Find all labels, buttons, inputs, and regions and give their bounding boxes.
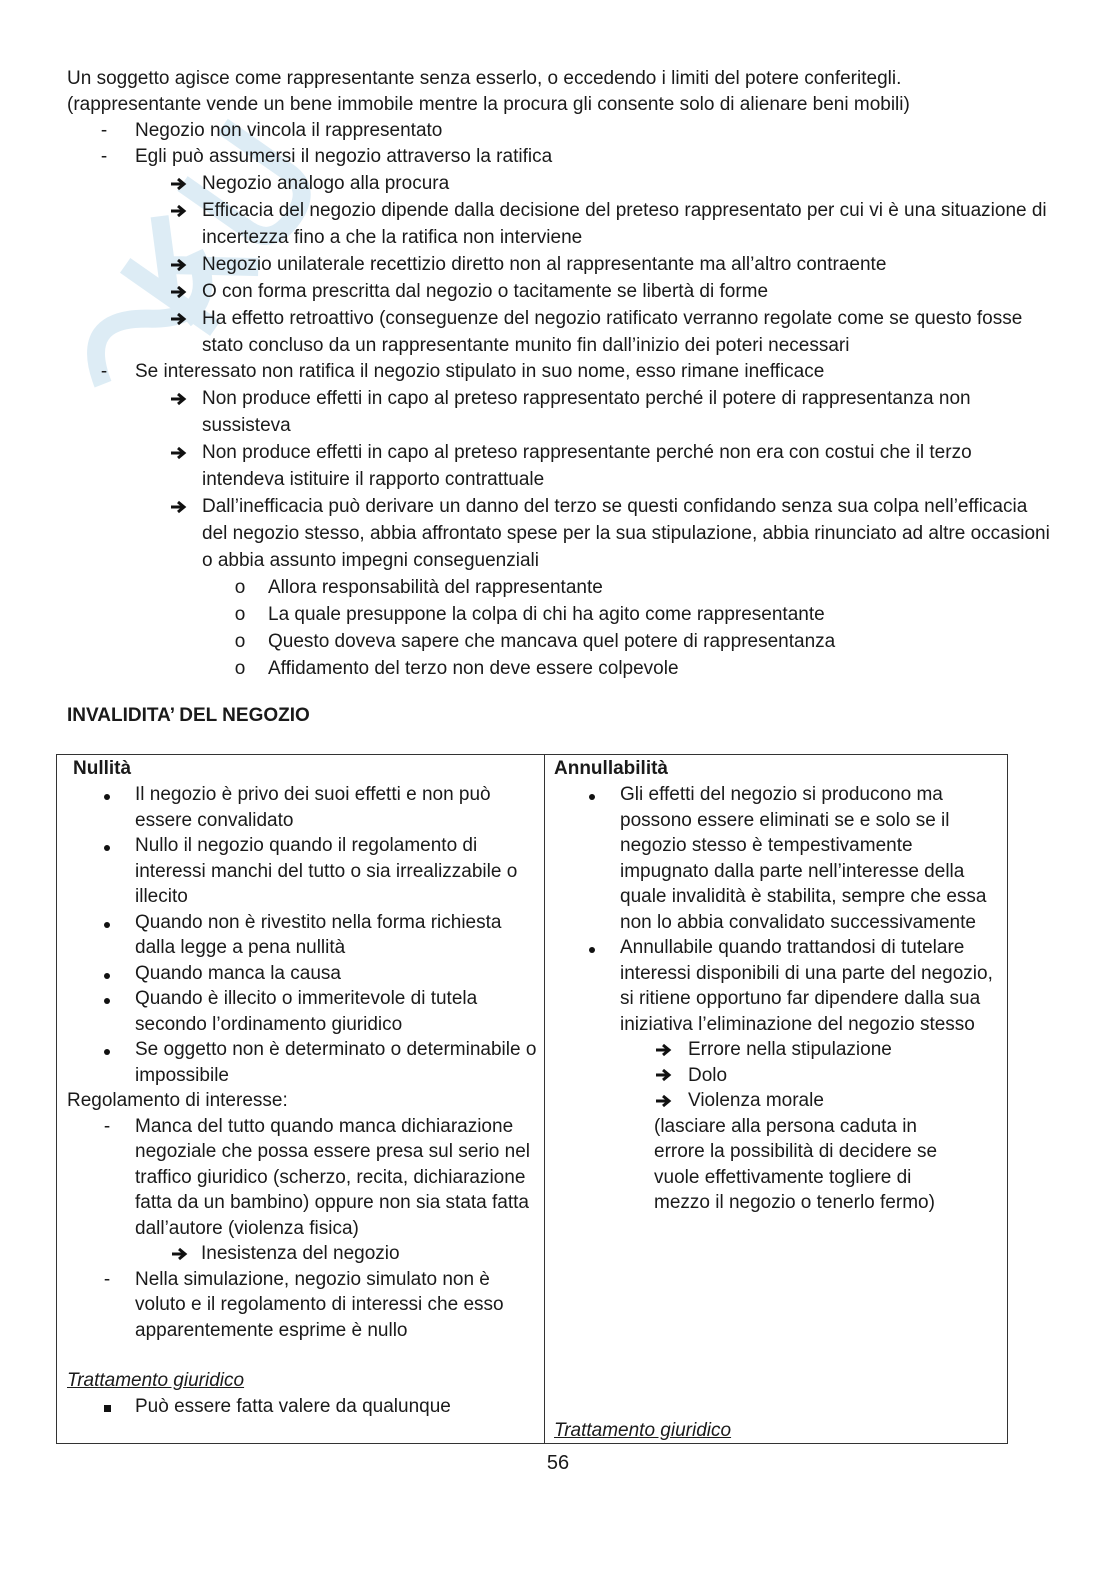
item-text: Quando manca la causa bbox=[135, 962, 341, 984]
circle-marker: o bbox=[234, 631, 246, 652]
item-text: Annullabile quando trattandosi di tutelare interessi disponibili di una parte del negozio, si ritiene opportuno far dipendere dalla sua iniziativa l’eliminazione del negozio stesso bbox=[620, 937, 993, 1035]
dash-marker: - bbox=[103, 1115, 111, 1137]
circle-marker: o bbox=[234, 658, 246, 679]
item-text: Non produce effetti in capo al preteso rappresentante perché non era con costui che il terzo intendeva istituire il rapporto contrattuale bbox=[202, 442, 972, 490]
arrow-icon bbox=[169, 170, 189, 197]
item-text: Affidamento del terzo non deve essere colpevole bbox=[268, 658, 679, 679]
treatment-heading: Trattamento giuridico bbox=[67, 1370, 245, 1391]
arrow-icon bbox=[169, 197, 189, 224]
item-text: Negozio unilaterale recettizio diretto non al rappresentante ma all’altro contraente bbox=[202, 254, 887, 275]
circle-item bbox=[67, 574, 1057, 601]
item-text: Può essere fatta valere da qualunque bbox=[135, 1396, 451, 1417]
item-text: La quale presuppone la colpa di chi ha agito come rappresentante bbox=[268, 604, 825, 625]
item-text: Violenza morale bbox=[688, 1090, 824, 1111]
circle-item bbox=[67, 655, 1057, 682]
square-bullet-icon bbox=[101, 1394, 113, 1420]
dash-marker: - bbox=[103, 1268, 111, 1290]
treatment-heading: Trattamento giuridico bbox=[554, 1420, 732, 1441]
bullet-item bbox=[554, 935, 999, 1037]
dash-item bbox=[67, 118, 1057, 144]
arrow-icon bbox=[170, 1241, 190, 1267]
bullet-icon bbox=[586, 782, 598, 808]
item-text: O con forma prescritta dal negozio o tacitamente se libertà di forme bbox=[202, 281, 769, 302]
intro-line: (rappresentante vende un bene immobile mentre la procura gli consente solo di alienare beni mobili) bbox=[67, 94, 910, 115]
bullet-item bbox=[67, 961, 537, 987]
arrow-item bbox=[554, 1088, 999, 1114]
dash-item bbox=[67, 1267, 537, 1344]
bullet-item bbox=[67, 986, 537, 1037]
annulability-column bbox=[554, 756, 999, 1441]
bullet-item bbox=[67, 1037, 537, 1088]
intro-section bbox=[67, 66, 1057, 682]
item-text: Dolo bbox=[688, 1064, 728, 1086]
arrow-icon bbox=[169, 385, 189, 412]
item-text: Quando è illecito o immeritevole di tutela secondo l’ordinamento giuridico bbox=[135, 988, 478, 1035]
item-text: Dall’inefficacia può derivare un danno del terzo se questi confidando senza sua colpa nell’efficacia del negozio stesso, abbia affrontato spese per la sua stipulazione, abbia rinunciato ad altre occasioni o abbia assunto impegni conseguenziali bbox=[202, 496, 1050, 571]
arrow-item bbox=[67, 493, 1057, 574]
intro-line: Un soggetto agisce come rappresentante senza esserlo, o eccedendo i limiti del potere conferitegli. bbox=[67, 68, 902, 89]
arrow-icon bbox=[169, 305, 189, 332]
arrow-item bbox=[67, 251, 1057, 278]
item-text: Questo doveva sapere che mancava quel potere di rappresentanza bbox=[268, 631, 836, 652]
arrow-item bbox=[67, 305, 1057, 359]
bullet-icon bbox=[101, 961, 113, 987]
circle-marker: o bbox=[234, 577, 246, 598]
item-text: Se oggetto non è determinato o determinabile o impossibile bbox=[135, 1039, 537, 1086]
item-text: Negozio non vincola il rappresentato bbox=[135, 120, 443, 141]
item-text: Inesistenza del negozio bbox=[201, 1243, 400, 1264]
section-heading: INVALIDITA’ DEL NEGOZIO bbox=[67, 705, 310, 726]
column-title: Nullità bbox=[73, 758, 132, 779]
subheading: Regolamento di interesse: bbox=[67, 1090, 288, 1111]
note-text: (lasciare alla persona caduta in errore la possibilità di decidere se vuole effettivamente togliere di mezzo il negozio o tenerlo fermo) bbox=[654, 1115, 938, 1213]
item-text: Negozio analogo alla procura bbox=[202, 173, 450, 194]
bullet-item bbox=[67, 910, 537, 961]
item-text: Efficacia del negozio dipende dalla decisione del preteso rappresentato per cui vi è una situazione di incertezza fino a che la ratifica non interviene bbox=[202, 200, 1047, 248]
arrow-icon bbox=[169, 493, 189, 520]
dash-marker: - bbox=[100, 120, 108, 141]
arrow-item bbox=[67, 197, 1057, 251]
arrow-item bbox=[67, 385, 1057, 439]
arrow-item bbox=[67, 170, 1057, 197]
arrow-item bbox=[67, 278, 1057, 305]
dash-marker: - bbox=[100, 146, 108, 167]
arrow-item bbox=[67, 439, 1057, 493]
arrow-icon bbox=[654, 1037, 674, 1063]
item-text: Manca del tutto quando manca dichiarazione negoziale che possa essere presa sul serio nel traffico giuridico (scherzo, recita, dichiarazione fatta da un bambino) oppure non sia stata fatta dall’autore (violenza fisica) bbox=[135, 1115, 531, 1239]
bullet-item bbox=[554, 782, 999, 935]
dash-item bbox=[67, 144, 1057, 170]
item-text: Se interessato non ratifica il negozio stipulato in suo nome, esso rimane inefficace bbox=[135, 361, 825, 382]
bullet-icon bbox=[586, 935, 598, 961]
item-text: Il negozio è privo dei suoi effetti e non può essere convalidato bbox=[135, 784, 491, 831]
arrow-icon bbox=[169, 251, 189, 278]
square-bullet-item bbox=[67, 1394, 537, 1420]
column-divider bbox=[544, 755, 545, 1443]
page-number: 56 bbox=[546, 1452, 570, 1474]
arrow-item bbox=[554, 1037, 999, 1063]
item-text: Nella simulazione, negozio simulato non è voluto e il regolamento di interessi che esso apparentemente esprime è nullo bbox=[135, 1268, 504, 1341]
arrow-icon bbox=[169, 278, 189, 305]
arrow-icon bbox=[169, 439, 189, 466]
column-title: Annullabilità bbox=[554, 758, 668, 779]
circle-item bbox=[67, 628, 1057, 655]
bullet-icon bbox=[101, 833, 113, 859]
item-text: Nullo il negozio quando il regolamento di interessi manchi del tutto o sia irrealizzabile o illecito bbox=[135, 835, 518, 907]
item-text: Egli può assumersi il negozio attraverso la ratifica bbox=[135, 146, 553, 167]
item-text: Ha effetto retroattivo (conseguenze del negozio ratificato verranno regolate come se questo fosse stato concluso da un rappresentante munito fin dall’inizio dei poteri necessari bbox=[202, 308, 1023, 356]
circle-marker: o bbox=[234, 604, 246, 625]
bullet-icon bbox=[101, 986, 113, 1012]
bullet-item bbox=[67, 782, 537, 833]
arrow-icon bbox=[654, 1063, 674, 1089]
item-text: Quando non è rivestito nella forma richiesta dalla legge a pena nullità bbox=[135, 911, 502, 958]
invalidity-table bbox=[56, 754, 1008, 1444]
dash-item bbox=[67, 359, 1057, 385]
bullet-icon bbox=[101, 1037, 113, 1063]
dash-item bbox=[67, 1114, 537, 1242]
dash-marker: - bbox=[100, 361, 108, 382]
arrow-item bbox=[67, 1241, 537, 1267]
bullet-item bbox=[67, 833, 537, 910]
item-text: Errore nella stipulazione bbox=[688, 1039, 892, 1060]
item-text: Allora responsabilità del rappresentante bbox=[268, 577, 603, 598]
circle-item bbox=[67, 601, 1057, 628]
bullet-icon bbox=[101, 782, 113, 808]
arrow-item bbox=[554, 1063, 999, 1089]
item-text: Non produce effetti in capo al preteso rappresentato perché il potere di rappresentanza non sussisteva bbox=[202, 388, 971, 436]
item-text: Gli effetti del negozio si producono ma possono essere eliminati se e solo se il negozio stesso è tempestivamente impugnato dalla parte nell’interesse della quale invalidità è stabilita, sempre che essa non lo abbia convalidato successivamente bbox=[620, 784, 987, 933]
bullet-icon bbox=[101, 910, 113, 936]
nullity-column bbox=[67, 756, 537, 1420]
arrow-icon bbox=[654, 1088, 674, 1114]
